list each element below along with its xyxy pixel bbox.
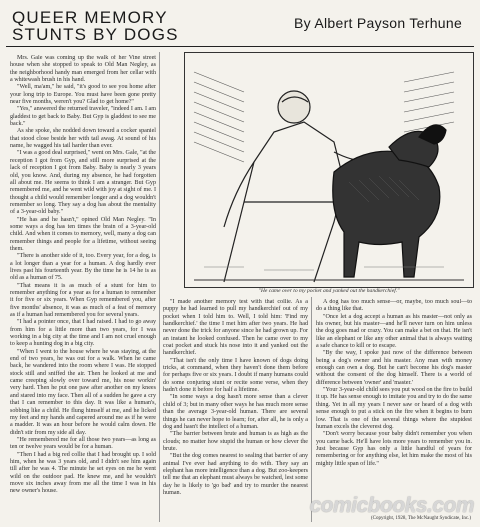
paragraph: "I had a pointer once, that I had raised. I had to go away from him for a little more than two years, for I was working in a big city at the time and I am not cruel enough to keep a hunting dog in a big city. [10, 319, 156, 348]
paragraph: "In some ways a dog hasn't more sense than a clever child of 3; but in many other ways he has much more sense than the average 3-year-old human. There are several things he can never hope to learn; for, after all, he is only a dog and hasn't the intellect of a human. [163, 394, 308, 430]
paragraph: "By the way, I spoke just now of the difference between being a dog's owner and his master. Any man with money enough can own a dog. But he can't become his dog's master without the consent of the dog himself. There is a world of difference between 'owner' and 'master.' [316, 350, 472, 386]
copyright-line: (Copyright, 1928, The McNaught Syndicate, Inc.) [370, 516, 471, 521]
paragraph: "Then I had a big red collie that I had brought up. I sold him, when he was 3 years old, and I didn't see him again till after he was 4. The minute he set eyes on me he went wild on the outdoor pad. He knew me, and he wouldn't move six inches away from me all the time I was in his new owner's house. [10, 451, 156, 495]
text-column-2 [163, 299, 308, 521]
paragraph: As she spoke, she nodded down toward a cocker spaniel that stood close beside her with tail awag. At sound of his name, he wagged his tail harder than ever. [10, 128, 156, 150]
article-illustration [184, 52, 474, 288]
paragraph: "He has and he hasn't," opined Old Man Negley. "In some ways a dog has ten times the brain of a 3-year-old child. And when it comes to memory, well, many a dog can remember things and people for a lifetime, without seeing them. [10, 216, 156, 252]
paragraph: "When I went to the house where he was staying, at the end of two years, he was out for a walk. When he came back, he wandered into the room where I was. He stopped stock still and sniffed the air. Then he looked at me and came creeping slowly over toward me, his nose workin' very hard. Then he put one paw after another on my knees and stared into my face. Then all of a sudden he gave a cry that I can remember to this day. It was like a human's, sobbing like a child. He flung himself at me, and he licked my feet and my hands and capered around me as if he were a madder. It was an hour before he would calm down. He didn't stir from my side all day. [10, 348, 156, 436]
paragraph: "But the dog comes nearest to sealing that barrier of any animal I've ever had anything to do with. They say an elephant has more intelligence than a dog. But zoo-keepers tell me that an elephant must always be watched, lest some day he is likely to 'go bad' and try to murder the nearest human. [163, 453, 308, 496]
paragraph: "That isn't the only time I have known of dogs doing tricks, at command, when they haven't done them before for perhaps five or six years. I doubt if many humans could do some conjuring stunt or recite some verse, when they hadn't done it before for half a lifetime. [163, 357, 308, 394]
paragraph: Mrs. Gale was coming up the walk of her Vine street house when she stopped to speak to Old Man Negley, as the neighborhood handy man emerged from her cellar with a whitewash brush in his hand. [10, 55, 156, 84]
article-masthead [6, 4, 474, 47]
paragraph: "I made another memory test with that collie. As a puppy he had learned to pull my handkerchief out of my pocket when I told him to. Well, I told him: 'Find my handkerchief.' the time I met him after two years. He had never done the trick for anyone since he had grown up. For an instant he looked confused. Then he came over to my coat pocket and stuck his nose into it and yanked out the handkerchief. [163, 299, 308, 357]
paragraph: "Don't worry because your baby didn't remember you when you came back. He'll have lots more years to remember you in. Just because Gyp has only a little handful of years for remembering or for anything else, let him make the most of his mighty little span of life." [316, 431, 472, 467]
paragraph: "There is another side of it, too. Every year, for a dog, is a lot longer than a year for a human. A dog hardly ever lives past his fourteenth year. By the time he is 14 he is as old as a human of 75. [10, 253, 156, 282]
paragraph: "Your 3-year-old child sees you put wood on the fire to build it up. He has sense enough to imitate you and try to do the same thing. Yet in all my years I never saw or heard of a dog with sense enough to put a stick on the fire when it begins to burn low. That is one of the several things where the stupidest human excels the cleverest dog. [316, 387, 472, 430]
ink-drawing-dog-and-man [184, 52, 474, 288]
article-headline [12, 9, 202, 43]
article-byline: By Albert Payson Terhune [294, 15, 463, 31]
paragraph: "Well, ma'am," he said, "it's good to see you home after your long trip to Europe. You must have been gone pretty near five months, weren't you? Glad to get home?" [10, 84, 156, 106]
paragraph: "That means it is as much of a stunt for him to remember anything for a year as for a human to remember it for five or six years. When Gyp remembered you, after five months' absence, it was as much of a feat of memory as if a human had remembered you for several years. [10, 282, 156, 319]
text-column-1 [10, 55, 156, 521]
paragraph: "The barrier between brute and human is as high as the clouds; no matter how stupid the human or how clever the brute. [163, 431, 308, 452]
paragraph: "I was a good deal surprised," went on Mrs. Gale, "at the reception I got from Gyp, and still more surprised at the lack of reception I got from Baby. Baby is nearly 3 years old, you know. And, during my absence, he had forgotten all about me. He seems to think I am a stranger. But Gyp remembered me, and he went wild with joy at sight of me. I thought a child would remember longer and a dog wouldn't remember so long. They say a dog has about the mentality of a 3-year-old baby." [10, 150, 156, 216]
headline-line-2: STUNTS BY DOGS [12, 25, 179, 44]
paragraph: "Once let a dog accept a human as his master—not only as his owner, but his master—and he'll never turn on him unless the dog goes mad or crazy. You can make a bet on that. He isn't like an elephant or like any other animal that is always waiting a safe chance to kill or to escape. [316, 313, 472, 350]
headline-line-1: QUEER MEMORY [12, 8, 168, 27]
column-divider [159, 52, 160, 522]
watermark-logo: comicbooks.com [309, 494, 474, 517]
paragraph: A dog has too much sense—or, maybe, too much soul—to do a thing like that. [316, 299, 472, 313]
text-column-3 [316, 299, 472, 521]
column-divider [311, 297, 312, 522]
paragraph: "Yes," answered the returned traveler, "indeed I am. I am gladdest to get back to Baby. But Gyp is gladdest to see me back." [10, 106, 156, 128]
paragraph: "He remembered me for all those two years—as long as ten or twelve years would be for a human. [10, 436, 156, 451]
illustration-caption: "He came over to my pocket and yanked out the handkerchief." [258, 288, 400, 294]
